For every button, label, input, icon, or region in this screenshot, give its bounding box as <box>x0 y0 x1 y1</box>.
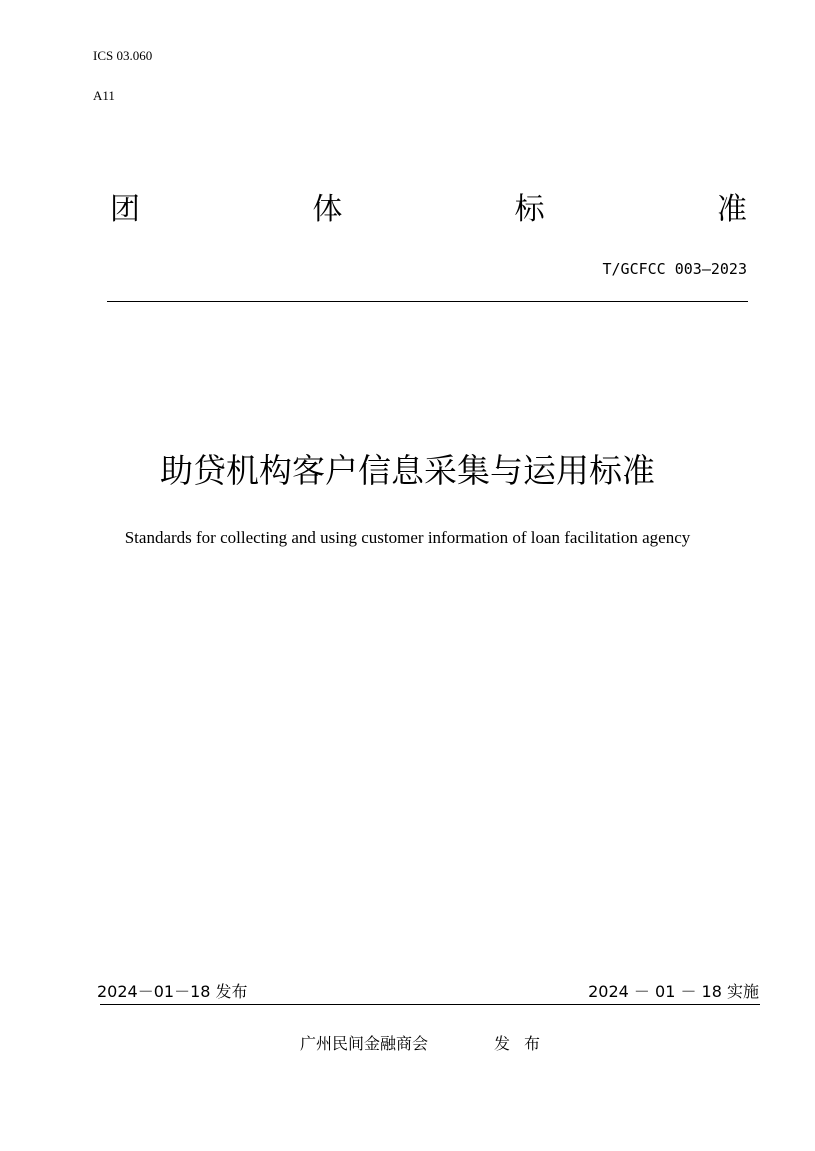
doc-type-char: 体 <box>312 192 343 227</box>
bottom-divider <box>100 1004 760 1005</box>
doc-type-char: 团 <box>110 192 140 227</box>
implement-date: 2024 － 01 － 18 实施 <box>588 982 759 1001</box>
classification-code: A11 <box>93 88 115 103</box>
publisher-action: 发布 <box>494 1034 555 1053</box>
document-type-heading <box>110 188 747 232</box>
publish-date: 2024－01－18 发布 <box>97 982 248 1001</box>
doc-type-char: 准 <box>716 192 747 227</box>
publisher-name: 广州民间金融商会 <box>300 1034 429 1053</box>
english-title: Standards for collecting and using customer information of loan facilitation agency <box>124 528 691 547</box>
chinese-title: 助贷机构客户信息采集与运用标准 <box>160 451 655 490</box>
doc-type-char: 标 <box>514 192 545 227</box>
top-divider <box>107 301 748 302</box>
ics-code: ICS 03.060 <box>93 48 153 63</box>
standard-number: T/GCFCC 003—2023 <box>602 260 747 278</box>
